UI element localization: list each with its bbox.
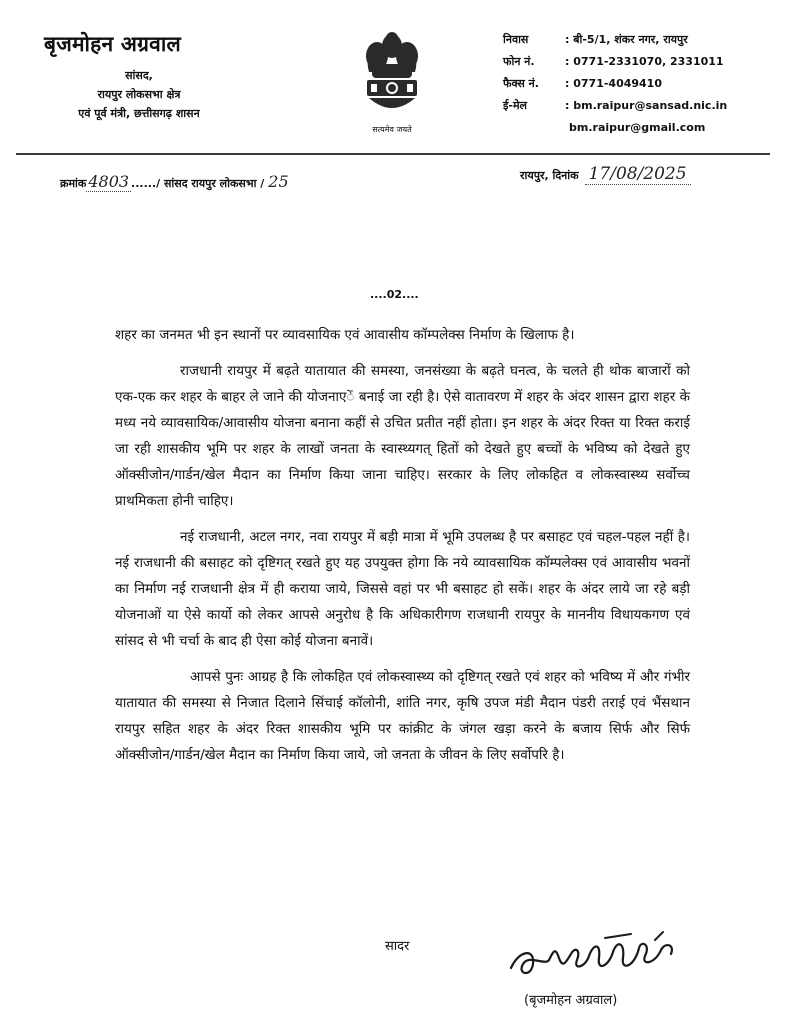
contact-residence xyxy=(503,28,773,50)
body-paragraph: शहर का जनमत भी इन स्थानों पर व्यावसायिक एवं आवासीय कॉम्पलेक्स निर्माण के खिलाफ है। xyxy=(115,327,575,343)
contact-value: : 0771-4049410 xyxy=(565,76,662,90)
contact-value: bm.raipur@gmail.com xyxy=(569,120,706,134)
contact-label: फैक्स नं. xyxy=(503,76,539,90)
letter-body xyxy=(115,322,690,778)
reference-year: 25 xyxy=(268,172,289,191)
letterhead-contacts xyxy=(503,28,773,138)
contact-value: : बी-5/1, शंकर नगर, रायपुर xyxy=(565,32,688,46)
emblem-motto: सत्यमेव जयते xyxy=(372,125,412,134)
reference-middle: / सांसद रायपुर लोकसभा / xyxy=(156,177,265,190)
signature-icon xyxy=(505,930,695,990)
signatory-name: (बृजमोहन अग्रवाल) xyxy=(524,993,618,1008)
national-emblem xyxy=(355,26,429,136)
reference-handwritten-number: 4803 xyxy=(88,172,130,191)
closing-salutation: सादर xyxy=(385,939,410,954)
body-paragraph: राजधानी रायपुर में बढ़ते यातायात की समस्या, जनसंख्या के बढ़ते घनत्व, के चलते ही थोक बाजारों को एक-एक कर शहर के बाहर ले जाने की योजनाएें बनाई जा रही है। ऐसे वातावरण में शहर के अंदर शासन द्वारा शहर के मध्य नये व्यावसायिक/आवासीय योजना बनाना कहीं से उचित प्रतीत नहीं होता। इन शहर के अंदर रिक्त या रिक्त कराई जा रही शासकीय भूमि पर शहर के लाखों जनता के स्वास्थ्यगत् हितों को देखते हुए बच्चों के भविष्य को देखते हुए ऑक्सीजोन/गार्डन/खेल मैदान का निर्माण किया जाना चाहिए। सरकार के लिए लोकहित व लोकस्वास्थ्य सर्वोच्च प्राथमिकता होनी चाहिए। xyxy=(115,363,690,509)
reference-prefix: क्रमांक xyxy=(60,177,87,190)
contact-label: ई-मेल xyxy=(503,98,528,112)
dateline xyxy=(520,164,691,185)
contact-fax xyxy=(503,72,773,94)
body-paragraph: नई राजधानी, अटल नगर, नवा रायपुर में बड़ी मात्रा में भूमि उपलब्ध है पर बसाहट एवं चहल-पहल नहीं है। नई राजधानी की बसाहट को दृष्टिगत् रखते हुए यह उपयुक्त होगा कि नये व्यावसायिक कॉम्पलेक्स एवं आवासीय भवनों का निर्माण नई राजधानी क्षेत्र में ही कराया जाये, जिससे वहां पर भी बसाहट हो सकें। शहर के अंदर लाये जा रहे बड़ी योजनाओं या ऐसे कार्यो को लेकर आपसे अनुरोध है कि अधिकारीगण राजधानी रायपुर के माननीय विधायकगण एवं सांसद से भी चर्चा के बाद ही ऐसा कोई योजना बनावें। xyxy=(115,529,690,649)
letterhead-sender xyxy=(44,30,274,123)
contact-value: : bm.raipur@sansad.nic.in xyxy=(565,98,728,112)
body-paragraph: आपसे पुनः आग्रह है कि लोकहित एवं लोकस्वास्थ्य को दृष्टिगत् रखते एवं शहर को भविष्य में और गंभीर यातायात की समस्या से निजात दिलाने सिंचाई कॉलोनी, शांति नगर, कृषि उपज मंडी मैदान पंडरी तराई एवं भैंसथान रायपुर सहित शहर के अंदर रिक्त शासकीय भूमि पर कांक्रीट के जंगल खड़ा करने के बजाय सिर्फ और सिर्फ ऑक्सीजोन/गार्डन/खेल मैदान का निर्माण किया जाये, जो जनता के जीवन के लिए सर्वोपरि है। xyxy=(115,669,690,763)
contact-email xyxy=(503,94,773,116)
reference-number xyxy=(60,172,289,192)
designation-line: सांसद, xyxy=(125,69,153,82)
contact-label: निवास xyxy=(503,32,529,46)
date-value: 17/08/2025 xyxy=(585,164,691,185)
contact-value: : 0771-2331070, 2331011 xyxy=(565,54,724,68)
contact-email-secondary xyxy=(503,116,773,138)
sender-name: बृजमोहन अग्रवाल xyxy=(44,32,181,56)
contact-label: फोन नं. xyxy=(503,54,535,68)
designation-line: एवं पूर्व मंत्री, छत्तीसगढ़ शासन xyxy=(78,107,200,120)
page-number: ....02.... xyxy=(370,288,419,301)
sender-designation xyxy=(44,66,274,123)
designation-line: रायपुर लोकसभा क्षेत्र xyxy=(97,88,181,101)
letterhead-divider xyxy=(16,153,770,155)
contact-phone xyxy=(503,50,773,72)
date-label: रायपुर, दिनांक xyxy=(520,169,579,182)
emblem-icon xyxy=(355,26,429,124)
reference-dots: ...... xyxy=(131,177,157,190)
